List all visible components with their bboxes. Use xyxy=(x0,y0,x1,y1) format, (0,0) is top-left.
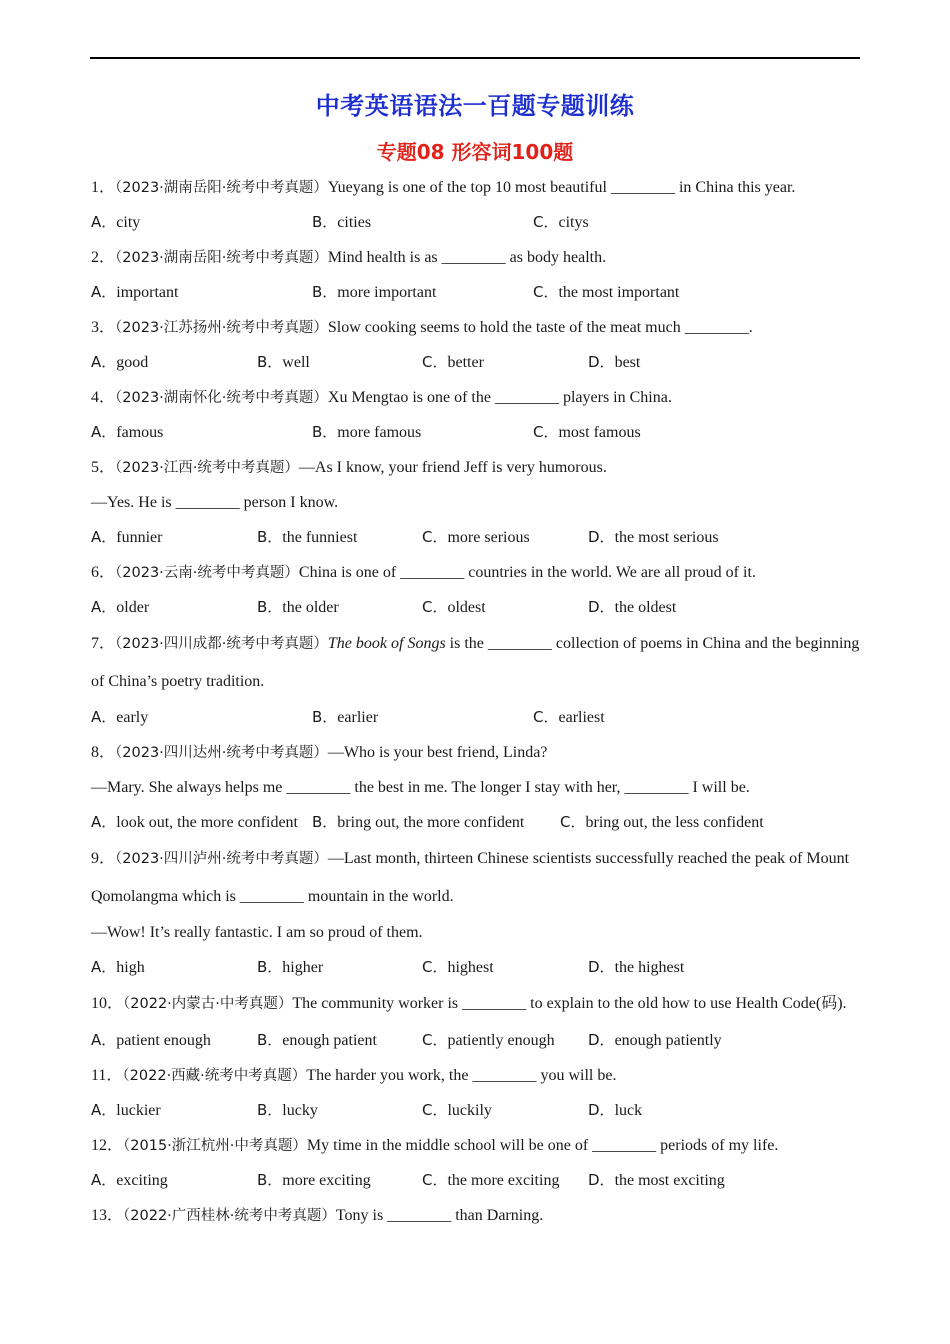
option-a[interactable]: A．patient enough xyxy=(91,1031,211,1049)
option-b[interactable]: B．earlier xyxy=(312,708,379,726)
question-number: 9． xyxy=(91,850,116,867)
question-number: 12． xyxy=(91,1137,124,1154)
option-c[interactable]: C．oldest xyxy=(422,598,486,616)
question-number: 3． xyxy=(91,319,116,336)
option-b[interactable]: B．bring out, the more confident xyxy=(312,813,525,831)
question-9-reply: —Wow! It’s really fantastic. I am so proud of them. xyxy=(91,924,423,941)
question-number: 13． xyxy=(91,1207,124,1224)
question-list xyxy=(91,170,866,1233)
option-b[interactable]: B．more exciting xyxy=(257,1171,371,1189)
question-number: 5． xyxy=(91,459,116,476)
option-c[interactable]: C．bring out, the less confident xyxy=(560,813,764,831)
question-11 xyxy=(91,1058,866,1093)
question-source: （2015·浙江杭州·中考真题） xyxy=(123,1138,307,1154)
option-c[interactable]: C．the more exciting xyxy=(422,1171,560,1189)
option-a[interactable]: A．important xyxy=(91,283,179,301)
question-number: 4． xyxy=(91,389,116,406)
question-text: My time in the middle school will be one of ________ periods of my life. xyxy=(306,1137,779,1154)
page-subtitle: 专题08 形容词100题 xyxy=(376,140,574,164)
question-4 xyxy=(91,380,866,415)
option-a[interactable]: A．look out, the more confident xyxy=(91,813,298,831)
option-d[interactable]: D．the highest xyxy=(588,958,685,976)
option-a[interactable]: A．older xyxy=(91,598,150,616)
question-source: （2022·西藏·统考中考真题） xyxy=(122,1068,307,1084)
question-source: （2023·湖南怀化·统考中考真题） xyxy=(115,390,328,406)
question-6 xyxy=(91,555,866,590)
option-b[interactable]: B．more famous xyxy=(312,423,422,441)
option-c[interactable]: C．highest xyxy=(422,958,494,976)
question-1 xyxy=(91,170,866,205)
option-a[interactable]: A．famous xyxy=(91,423,164,441)
question-text: is the ________ collection of poems in China and the beginning of China’s poetry tradition. xyxy=(91,635,860,690)
options-7 xyxy=(91,700,866,735)
question-number: 11． xyxy=(91,1067,123,1084)
option-a[interactable]: A．high xyxy=(91,958,145,976)
option-c[interactable]: C．more serious xyxy=(422,528,530,546)
option-d[interactable]: D．the most serious xyxy=(588,528,719,546)
option-c[interactable]: C．patiently enough xyxy=(422,1031,555,1049)
question-text: —As I know, your friend Jeff is very humorous. xyxy=(298,459,607,476)
question-text: China is one of ________ countries in the world. We are all proud of it. xyxy=(298,564,756,581)
question-source: （2023·四川成都·统考中考真题） xyxy=(115,636,328,652)
option-b[interactable]: B．the funniest xyxy=(257,528,358,546)
question-source: （2022·内蒙古·中考真题） xyxy=(123,996,293,1012)
question-2 xyxy=(91,240,866,275)
question-8-reply: —Mary. She always helps me ________ the best in me. The longer I stay with her, ________ I will be. xyxy=(91,779,750,796)
option-a[interactable]: A．early xyxy=(91,708,149,726)
question-9 xyxy=(91,840,866,915)
option-c[interactable]: C．earliest xyxy=(533,708,605,726)
option-b[interactable]: B．more important xyxy=(312,283,437,301)
page-title: 中考英语语法一百题专题训练 xyxy=(315,92,635,120)
question-text: Yueyang is one of the top 10 most beautiful ________ in China this year. xyxy=(327,179,796,196)
book-title: The book of Songs xyxy=(327,635,446,652)
options-2 xyxy=(91,275,866,310)
options-4 xyxy=(91,415,866,450)
question-text: Slow cooking seems to hold the taste of the meat much ________. xyxy=(327,319,753,336)
option-a[interactable]: A．good xyxy=(91,353,149,371)
option-b[interactable]: B．well xyxy=(257,353,310,371)
question-source: （2023·江苏扬州·统考中考真题） xyxy=(115,320,328,336)
question-3 xyxy=(91,310,866,345)
question-source: （2023·四川达州·统考中考真题） xyxy=(115,745,328,761)
question-text: The community worker is ________ to explain to the old how to use Health Code(码). xyxy=(292,995,847,1012)
option-c[interactable]: C．most famous xyxy=(533,423,641,441)
question-13 xyxy=(91,1198,866,1233)
options-11 xyxy=(91,1093,866,1128)
question-number: 2． xyxy=(91,249,116,266)
question-5-reply: —Yes. He is ________ person I know. xyxy=(91,494,339,511)
option-d[interactable]: D．best xyxy=(588,353,641,371)
question-number: 1． xyxy=(91,179,116,196)
question-8 xyxy=(91,735,866,770)
option-a[interactable]: A．funnier xyxy=(91,528,163,546)
question-text: The harder you work, the ________ you will be. xyxy=(306,1067,617,1084)
option-a[interactable]: A．city xyxy=(91,213,141,231)
question-source: （2023·湖南岳阳·统考中考真题） xyxy=(115,250,328,266)
question-text: Tony is ________ than Darning. xyxy=(335,1207,544,1224)
option-b[interactable]: B．enough patient xyxy=(257,1031,377,1049)
option-c[interactable]: C．better xyxy=(422,353,484,371)
option-c[interactable]: C．luckily xyxy=(422,1101,492,1119)
options-5 xyxy=(91,520,866,555)
question-source: （2023·云南·统考中考真题） xyxy=(115,565,299,581)
option-c[interactable]: C．the most important xyxy=(533,283,680,301)
options-9 xyxy=(91,950,866,985)
options-1 xyxy=(91,205,866,240)
option-c[interactable]: C．citys xyxy=(533,213,589,231)
question-text: —Who is your best friend, Linda? xyxy=(327,744,548,761)
question-5 xyxy=(91,450,866,485)
question-source: （2022·广西桂林·统考中考真题） xyxy=(123,1208,336,1224)
question-text: —Last month, thirteen Chinese scientists successfully reached the peak of Mount Qomolangma which is ________ mountain in the world. xyxy=(91,850,850,905)
question-10 xyxy=(91,985,866,1023)
question-source: （2023·江西·统考中考真题） xyxy=(115,460,299,476)
question-number: 7． xyxy=(91,635,116,652)
option-b[interactable]: B．cities xyxy=(312,213,372,231)
question-text: Xu Mengtao is one of the ________ players in China. xyxy=(327,389,672,406)
options-8 xyxy=(91,805,866,840)
question-number: 10． xyxy=(91,995,124,1012)
option-d[interactable]: D．the most exciting xyxy=(588,1171,725,1189)
question-source: （2023·湖南岳阳·统考中考真题） xyxy=(115,180,328,196)
options-12 xyxy=(91,1163,866,1198)
option-d[interactable]: D．luck xyxy=(588,1101,643,1119)
question-7 xyxy=(91,625,866,700)
options-6 xyxy=(91,590,866,625)
option-b[interactable]: B．higher xyxy=(257,958,324,976)
option-a[interactable]: A．exciting xyxy=(91,1171,168,1189)
question-number: 6． xyxy=(91,564,116,581)
question-source: （2023·四川泸州·统考中考真题） xyxy=(115,851,328,867)
option-d[interactable]: D．enough patiently xyxy=(588,1031,722,1049)
option-a[interactable]: A．luckier xyxy=(91,1101,161,1119)
options-3 xyxy=(91,345,866,380)
question-number: 8． xyxy=(91,744,116,761)
question-12 xyxy=(91,1128,866,1163)
option-d[interactable]: D．the oldest xyxy=(588,598,677,616)
header-rule xyxy=(90,57,860,59)
option-b[interactable]: B．lucky xyxy=(257,1101,318,1119)
option-b[interactable]: B．the older xyxy=(257,598,339,616)
question-text: Mind health is as ________ as body health. xyxy=(327,249,607,266)
options-10 xyxy=(91,1023,866,1058)
